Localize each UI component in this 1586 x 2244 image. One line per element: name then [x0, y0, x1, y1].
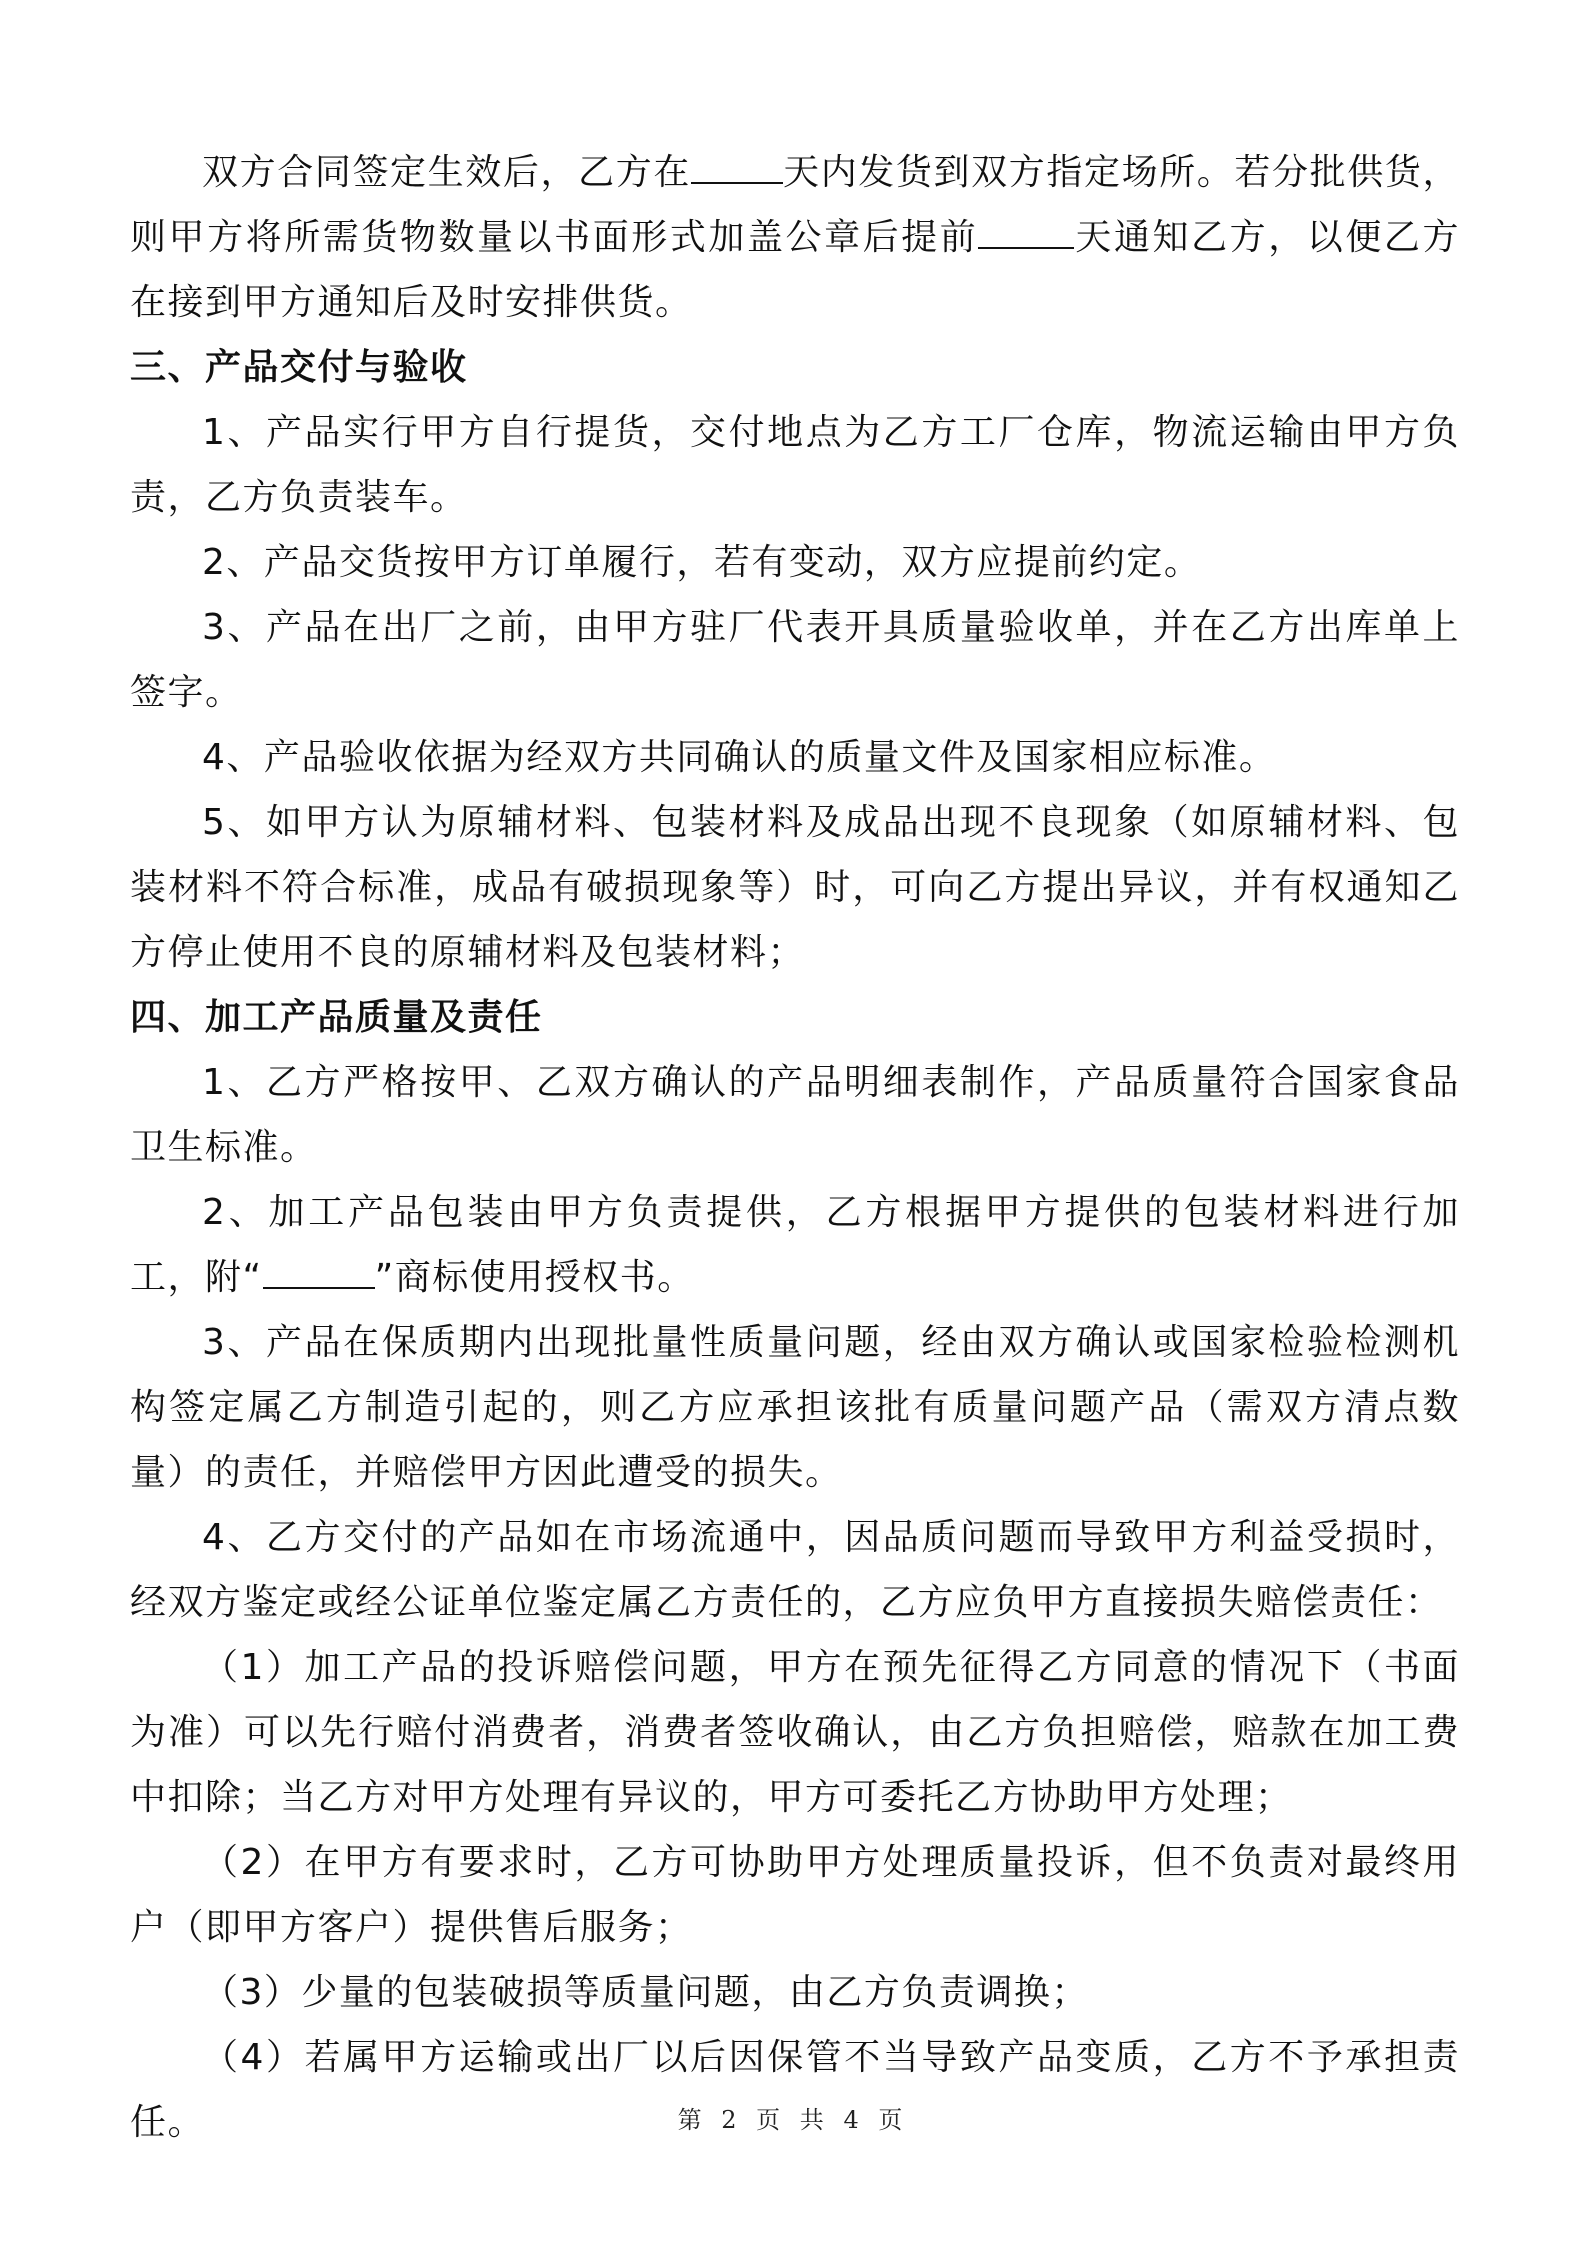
trademark-blank	[263, 1257, 375, 1289]
section-4-item-1: 1、乙方严格按甲、乙双方确认的产品明细表制作，产品质量符合国家食品卫生标准。	[130, 1062, 1460, 1168]
trademark-text-b: ”商标使用授权书。	[374, 1257, 695, 1298]
section-4-subitem-3: （3）少量的包装破损等质量问题，由乙方负责调换；	[202, 1972, 1089, 2013]
section-3-item-4: 4、产品验收依据为经双方共同确认的质量文件及国家相应标准。	[202, 737, 1277, 778]
section-4-item-4: 4、乙方交付的产品如在市场流通中，因品质问题而导致甲方利益受损时，经双方鉴定或经公证单位鉴定属乙方责任的，乙方应负甲方直接损失赔偿责任：	[130, 1517, 1460, 1623]
section-3-item-3: 3、产品在出厂之前，由甲方驻厂代表开具质量验收单，并在乙方出库单上签字。	[130, 607, 1460, 713]
section-4-item-2	[130, 1180, 1460, 1310]
delivery-paragraph	[130, 140, 1460, 335]
section-4-item-3: 3、产品在保质期内出现批量性质量问题，经由双方确认或国家检验检测机构签定属乙方制造引起的，则乙方应承担该批有质量问题产品（需双方清点数量）的责任，并赔偿甲方因此遭受的损失。	[130, 1322, 1460, 1493]
days-blank-2	[978, 217, 1074, 249]
section-3-item-2: 2、产品交货按甲方订单履行，若有变动，双方应提前约定。	[202, 542, 1202, 583]
days-blank-1	[691, 152, 783, 184]
section-3-item-5: 5、如甲方认为原辅材料、包装材料及成品出现不良现象（如原辅材料、包装材料不符合标准，成品有破损现象等）时，可向乙方提出异议，并有权通知乙方停止使用不良的原辅材料及包装材料；	[130, 802, 1460, 973]
section-4-heading: 四、加工产品质量及责任	[130, 997, 543, 1038]
section-4-subitem-2: （2）在甲方有要求时，乙方可协助甲方处理质量投诉，但不负责对最终用户（即甲方客户）提供售后服务；	[130, 1842, 1460, 1948]
delivery-text-b: 天内发货到双方指定场所。若分批供货，则甲方将所需货物数量以书面形式加盖公章后提前	[130, 152, 1460, 258]
section-3-item-1: 1、产品实行甲方自行提货，交付地点为乙方工厂仓库，物流运输由甲方负责，乙方负责装车。	[130, 412, 1460, 518]
section-4-subitem-1: （1）加工产品的投诉赔偿问题，甲方在预先征得乙方同意的情况下（书面为准）可以先行赔付消费者，消费者签收确认，由乙方负担赔偿，赔款在加工费中扣除；当乙方对甲方处理有异议的，甲方可委托乙方协助甲方处理；	[130, 1647, 1460, 1818]
trademark-text-a: 2、加工产品包装由甲方负责提供，乙方根据甲方提供的包装材料进行加工，附“	[130, 1192, 1460, 1298]
delivery-text-c: 天通知乙方，以便乙方在接到甲方通知后及时安排供货。	[130, 217, 1460, 323]
section-4-subitem-4: （4）若属甲方运输或出厂以后因保管不当导致产品变质，乙方不予承担责任。	[130, 2037, 1460, 2143]
delivery-text-a: 双方合同签定生效后，乙方在	[202, 152, 691, 193]
document-body	[130, 140, 1460, 2155]
page-number-footer: 第 2 页 共 4 页	[677, 2106, 909, 2134]
section-3-heading: 三、产品交付与验收	[130, 347, 468, 388]
